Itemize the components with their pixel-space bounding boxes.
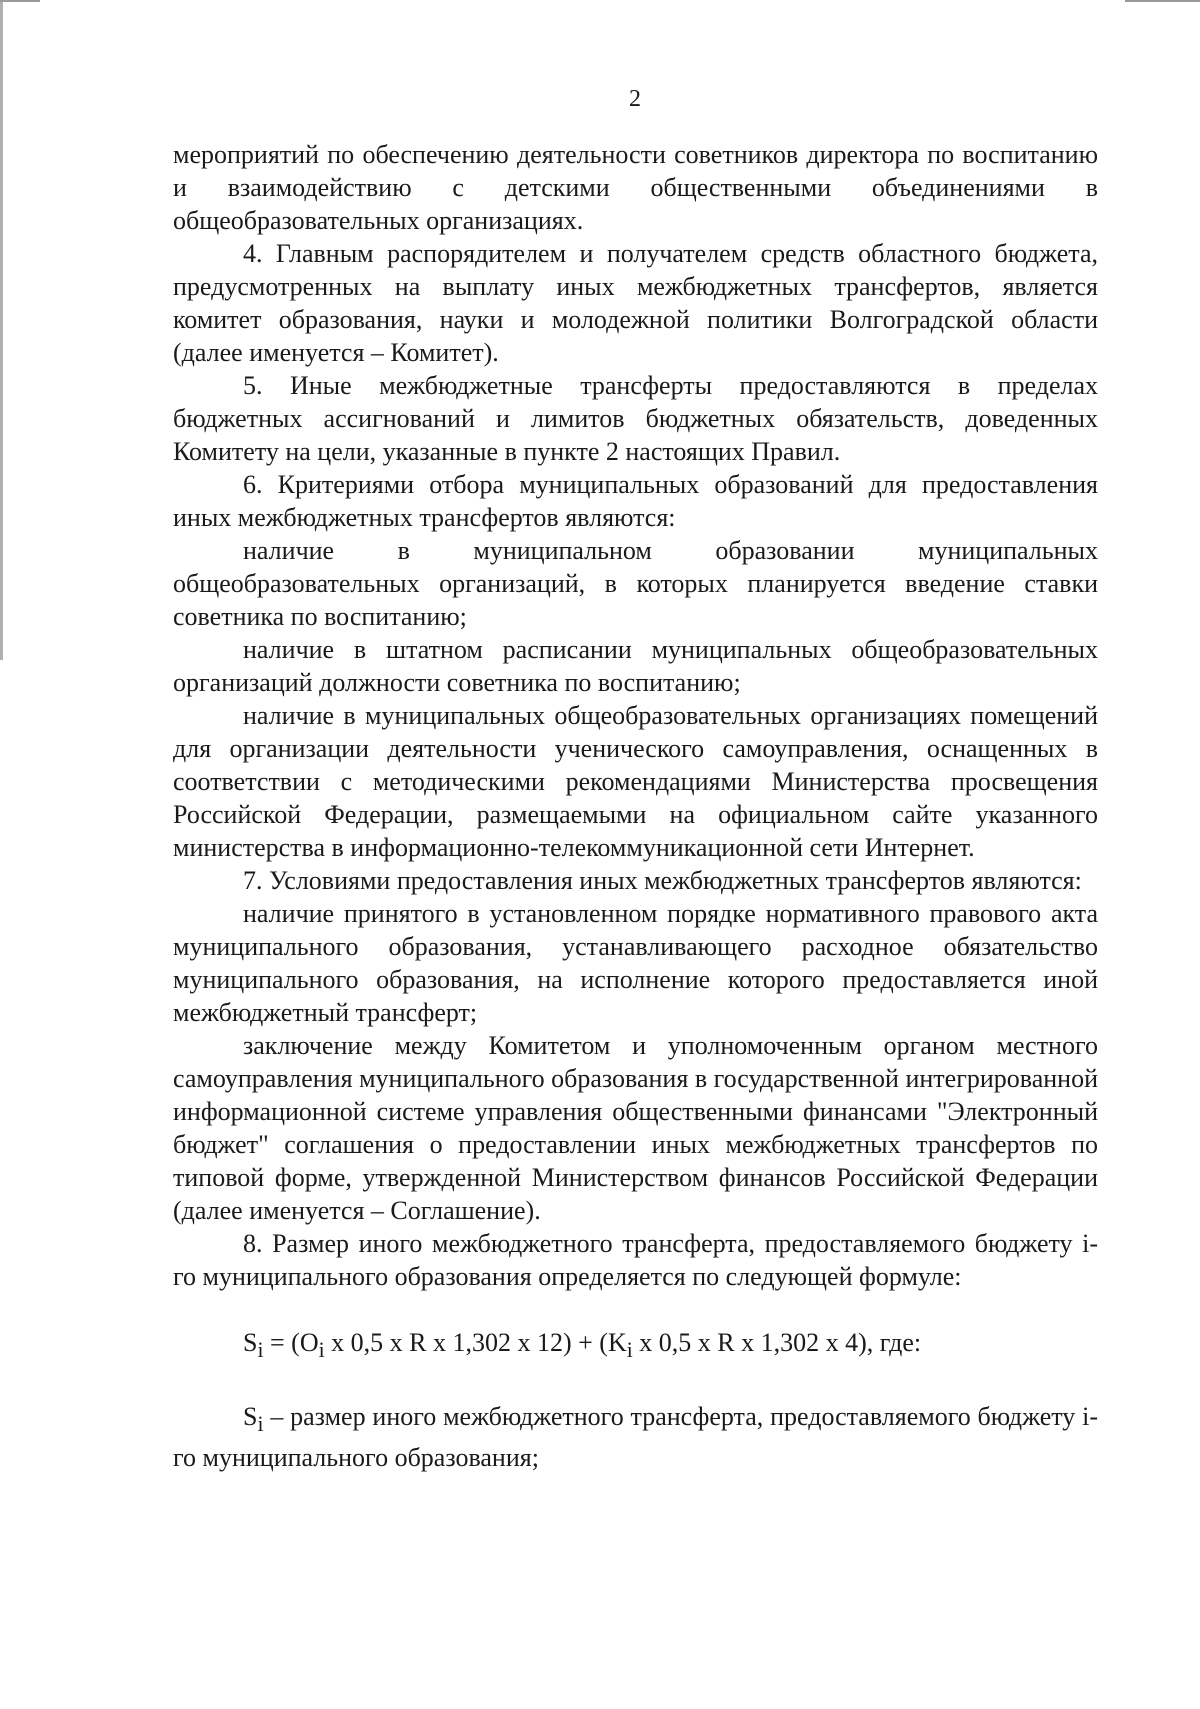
definition-si — [173, 1400, 1098, 1474]
definition-s: S — [243, 1402, 258, 1432]
formula-part-3: x 0,5 x R x 1,302 x 4), где: — [632, 1328, 922, 1357]
scan-edge-top-right — [1125, 0, 1200, 2]
paragraph-continuation: мероприятий по обеспечению деятельности советников директора по воспитанию и взаимодействию с детскими общественными объединениями в общеобразовательных организациях. — [173, 140, 1098, 235]
paragraph-item-5: 5. Иные межбюджетные трансферты предоставляются в пределах бюджетных ассигнований и лимитов бюджетных обязательств, доведенных Комитету на цели, указанные в пункте 2 настоящих Правил. — [173, 371, 1098, 466]
formula-k-subscript: i — [626, 1338, 633, 1363]
paragraph-item-6: 6. Критериями отбора муниципальных образований для предоставления иных межбюджетных трансфертов являются: — [173, 470, 1098, 532]
criterion-3: наличие в муниципальных общеобразовательных организациях помещений для организации деятельности ученического самоуправления, оснащенных в соответствии с методическими рекомендациями Министерства просвещения Российской Федерации, размещаемыми на официальном сайте указанного министерства в информационно-телекоммуникационной сети Интернет. — [173, 701, 1098, 862]
criterion-1: наличие в муниципальном образовании муниципальных общеобразовательных организаций, в которых планируется введение ставки советника по воспитанию; — [173, 536, 1098, 631]
document-body — [173, 138, 1098, 1474]
formula-part-2: x 0,5 x R x 1,302 x 12) + (K — [324, 1328, 627, 1357]
condition-2: заключение между Комитетом и уполномоченным органом местного самоуправления муниципального образования в государственной интегрированной информационной системе управления общественными финансами "Электронный бюджет" соглашения о предоставлении иных межбюджетных трансфертов по типовой форме, утвержденной Министерством финансов Российской Федерации (далее именуется – Соглашение). — [173, 1031, 1098, 1225]
scan-edge-top-left — [0, 0, 40, 2]
formula-part-1: = (O — [263, 1328, 319, 1357]
page-number: 2 — [629, 86, 641, 112]
paragraph-item-7: 7. Условиями предоставления иных межбюджетных трансфертов являются: — [243, 866, 1082, 895]
definition-s-subscript: i — [257, 1412, 264, 1437]
formula-o-subscript: i — [318, 1338, 325, 1363]
formula-s-subscript: i — [257, 1338, 264, 1363]
paragraph-item-4: 4. Главным распорядителем и получателем средств областного бюджета, предусмотренных на выплату иных межбюджетных трансфертов, является комитет образования, науки и молодежной политики Волгоградской области (далее именуется – Комитет). — [173, 239, 1098, 367]
formula — [173, 1326, 1098, 1367]
definition-text: – размер иного межбюджетного трансферта, предоставляемого бюджету i-го муниципального образования; — [173, 1402, 1098, 1473]
criterion-2: наличие в штатном расписании муниципальных общеобразовательных организаций должности советника по воспитанию; — [173, 635, 1098, 697]
formula-s: S — [243, 1328, 258, 1357]
condition-1: наличие принятого в установленном порядке нормативного правового акта муниципального образования, устанавливающего расходное обязательство муниципального образования, на исполнение которого предоставляется иной межбюджетный трансферт; — [173, 899, 1098, 1027]
paragraph-item-8: 8. Размер иного межбюджетного трансферта, предоставляемого бюджету i-го муниципального образования определяется по следующей формуле: — [173, 1229, 1098, 1291]
